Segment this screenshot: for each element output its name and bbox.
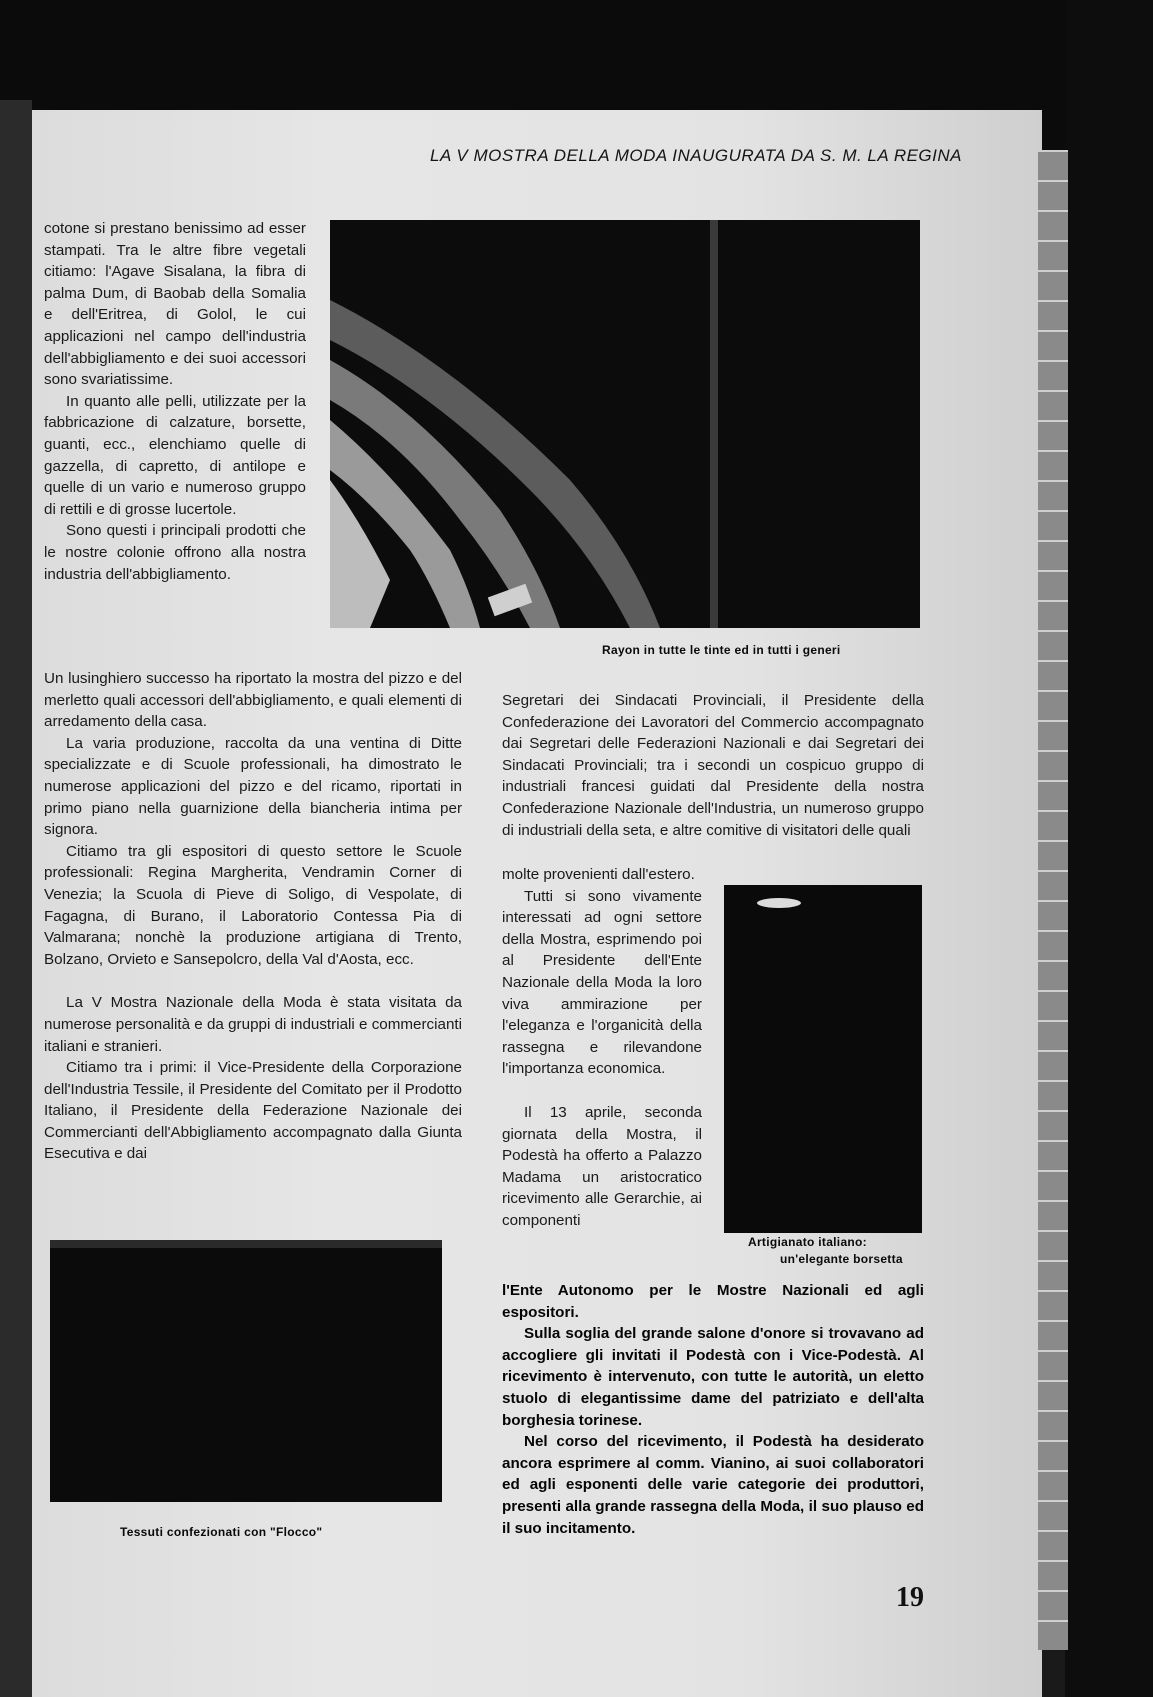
running-header: LA V MOSTRA DELLA MODA INAUGURATA DA S. M. LA REGINA	[430, 146, 962, 165]
right-column-narrow	[502, 864, 702, 1232]
paragraph: Tutti si sono vivamente interessati ad ogni settore della Mostra, esprimendo poi al Presidente dell'Ente Nazionale della Moda la loro viva ammirazione per l'eleganza e l'organicità della rassegna e rilevandone l'importanza economica.	[502, 887, 702, 1078]
page-number: 19	[896, 1582, 924, 1613]
caption-rayon: Rayon in tutte le tinte ed in tutti i generi	[602, 643, 841, 657]
paragraph: In quanto alle pelli, utilizzate per la fabbricazione di calzature, borsette, guanti, ecc., elenchiamo quelle di gazzella, di capretto, di antilope e quelle di un vario e numeroso gruppo di rettili e di grosse lucertole.	[44, 392, 306, 518]
paragraph: Citiamo tra gli espositori di questo settore le Scuole professionali: Regina Margherita, Vendramin Corner di Venezia; la Scuola di Pieve di Soligo, di Vespolate, di Fagagna, di Burano, il Laboratorio Contessa Pia di Valmarana; nonchè la produzione artigiana di Trento, Bolzano, Orvieto e Sansepolcro, della Val d'Aosta, ecc.	[44, 842, 462, 968]
paragraph: La varia produzione, raccolta da una ventina di Ditte specializzate e di Scuole professionali, ha dimostrato le numerose applicazioni del pizzo e del ricamo, riportati in primo piano nella guarnizione della biancheria intima per signora.	[44, 734, 462, 839]
left-column-main	[44, 668, 462, 1165]
paragraph: l'Ente Autonomo per le Mostre Nazionali ed agli espositori.	[502, 1282, 924, 1321]
right-column-top	[502, 690, 924, 841]
photo-rayon-fabrics	[330, 220, 920, 628]
handbag-illustration	[724, 885, 922, 1233]
paragraph: Il 13 aprile, seconda giornata della Mostra, il Podestà ha offerto a Palazzo Madama un aristocratico ricevimento alle Gerarchie, ai componenti	[502, 1103, 702, 1229]
left-column-top	[44, 218, 306, 585]
caption-tessuti: Tessuti confezionati con "Flocco"	[120, 1525, 323, 1539]
photo-tessuti	[50, 1240, 442, 1502]
scan-right-border	[1065, 0, 1153, 1697]
fabric-drape-illustration	[330, 220, 920, 628]
paragraph: Nel corso del ricevimento, il Podestà ha desiderato ancora esprimere al comm. Vianino, ai suoi collaboratori ed agli esponenti delle varie categorie dei produttori, presenti alla grande rassegna della Moda, il suo plauso ed il suo incitamento.	[502, 1433, 924, 1537]
right-column-bottom	[502, 1280, 924, 1539]
paragraph: Sulla soglia del grande salone d'onore si trovavano ad accogliere gli invitati il Podestà con i Vice-Podestà. Al ricevimento è intervenuto, con tutte le autorità, un eletto stuolo di elegantissime dame del patriziato e dell'alta borghesia torinese.	[502, 1325, 924, 1429]
fabric-photo-illustration	[50, 1240, 442, 1502]
caption-artigianato-1: Artigianato italiano:	[748, 1235, 867, 1249]
page-edge-stack	[1038, 150, 1068, 1650]
paragraph: Segretari dei Sindacati Provinciali, il Presidente della Confederazione dei Lavoratori del Commercio accompagnato dai Segretari delle Federazioni Nazionali e dai Segretari dei Sindacati Provinciali; tra i secondi un cospicuo gruppo di industriali francesi guidati dal Presidente della nostra Confederazione Nazionale dell'Industria, un numeroso gruppo di industriali della seta, e altre comitive di visitatori delle quali	[502, 692, 924, 839]
paragraph: molte provenienti dall'estero.	[502, 866, 695, 883]
paragraph: Sono questi i principali prodotti che le nostre colonie offrono alla nostra industria dell'abbigliamento.	[44, 522, 306, 583]
scan-left-border	[0, 100, 32, 1697]
caption-artigianato-2: un'elegante borsetta	[780, 1252, 903, 1266]
paragraph: Citiamo tra i primi: il Vice-Presidente della Corporazione dell'Industria Tessile, il Presidente del Comitato per il Prodotto Italiano, il Presidente della Federazione Nazionale dei Commercianti dell'Abbigliamento accompagnato dalla Giunta Esecutiva e dai	[44, 1059, 462, 1163]
paragraph: Un lusinghiero successo ha riportato la mostra del pizzo e del merletto quali accessori dell'abbigliamento, e quali elementi di arredamento della casa.	[44, 670, 462, 731]
paragraph: cotone si prestano benissimo ad esser stampati. Tra le altre fibre vegetali citiamo: l'Agave Sisalana, la fibra di palma Dum, di Baobab della Somalia e dell'Eritrea, di Golol, le cui applicazioni nel campo dell'industria dell'abbigliamento e dei suoi accessori sono svariatissime.	[44, 220, 306, 389]
paragraph: La V Mostra Nazionale della Moda è stata visitata da numerose personalità e da gruppi di industriali e commercianti italiani e stranieri.	[44, 994, 462, 1055]
photo-handbag	[724, 885, 922, 1233]
